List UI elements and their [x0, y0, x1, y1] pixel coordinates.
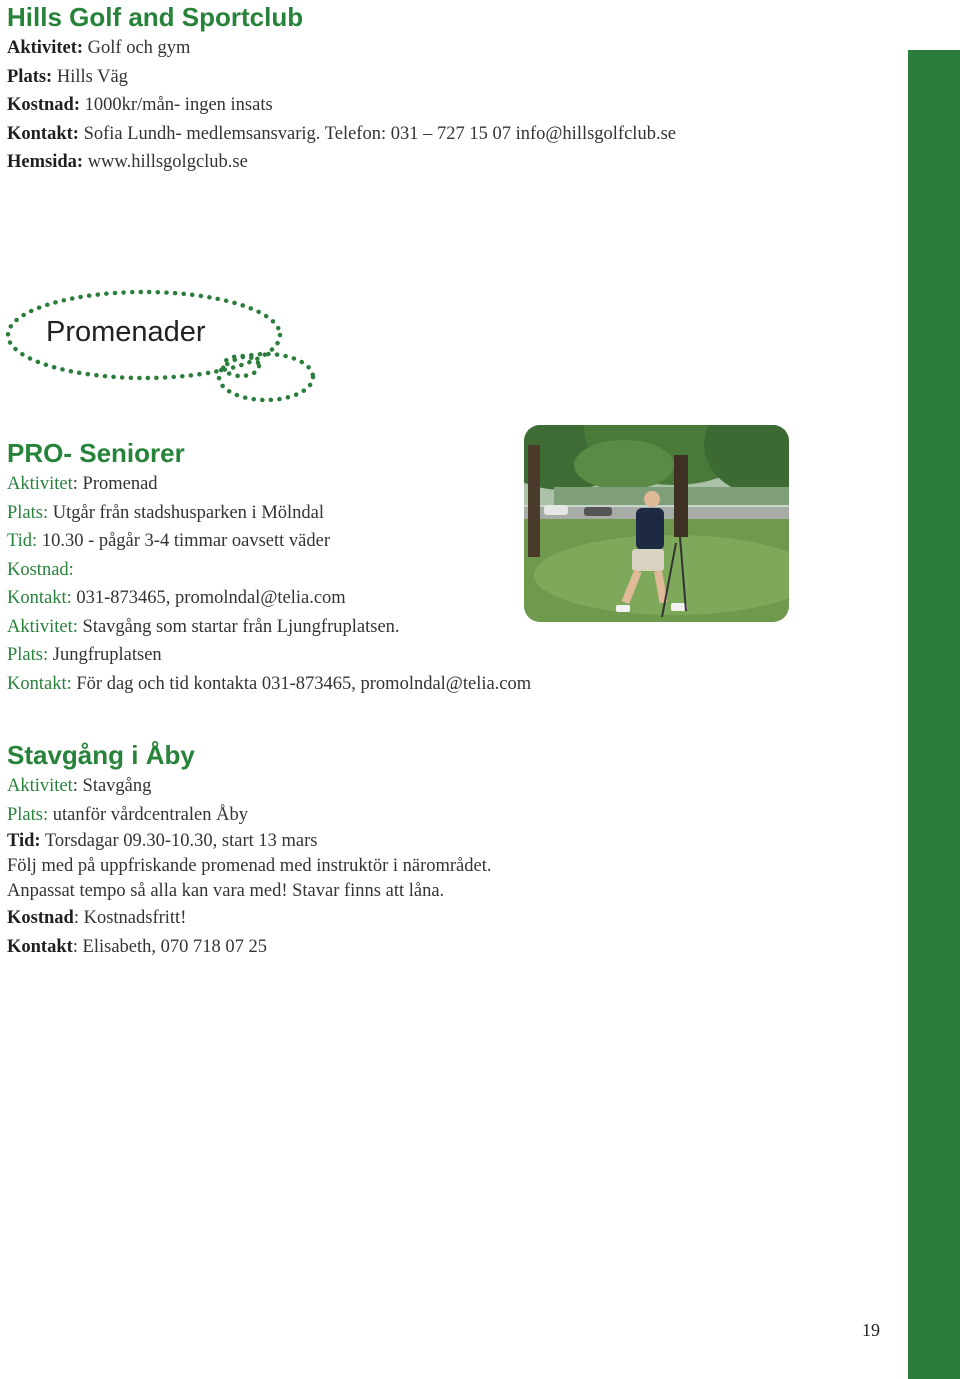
- pro-kontakt-2: Kontakt: För dag och tid kontakta 031-873465, promolndal@telia.com: [7, 673, 532, 694]
- page-number: 19: [862, 1320, 880, 1340]
- golf-kostnad: Kostnad: 1000kr/mån- ingen insats: [7, 95, 273, 115]
- golf-section: [7, 2, 676, 177]
- pro-section: [7, 438, 531, 698]
- stav-kontakt: Kontakt: Elisabeth, 070 718 07 25: [7, 936, 268, 957]
- golf-hemsida: Hemsida: www.hillsgolgclub.se: [7, 152, 248, 172]
- stav-tid: Tid: Torsdagar 09.30-10.30, start 13 mars: [7, 831, 318, 851]
- pro-kostnad: Kostnad:: [7, 559, 74, 580]
- pro-aktivitet: Aktivitet: Promenad: [7, 474, 158, 494]
- pro-title: PRO- Seniorer: [7, 438, 185, 468]
- stav-description-2: Anpassat tempo så alla kan vara med! Stavar finns att låna.: [7, 881, 445, 901]
- stav-aktivitet: Aktivitet: Stavgång: [7, 776, 152, 796]
- stav-plats: Plats: utanför vårdcentralen Åby: [7, 804, 248, 825]
- promenader-heading: Promenader: [46, 316, 206, 348]
- golf-kontakt: Kontakt: Sofia Lundh- medlemsansvarig. Telefon: 031 – 727 15 07 info@hillsgolfclub.se: [7, 123, 676, 144]
- pro-plats: Plats: Utgår från stadshusparken i Mölndal: [7, 502, 325, 523]
- golf-title: Hills Golf and Sportclub: [7, 2, 304, 32]
- stav-description-1: Följ med på uppfriskande promenad med instruktör i närområdet.: [7, 856, 492, 876]
- pro-kontakt: Kontakt: 031-873465, promolndal@telia.com: [7, 588, 346, 608]
- pro-plats-2: Plats: Jungfruplatsen: [7, 645, 162, 665]
- side-color-bar: [908, 50, 960, 1379]
- nordic-walking-photo: [524, 425, 789, 622]
- photo-illustration: [524, 425, 789, 622]
- stav-section: [7, 740, 491, 961]
- golf-aktivitet: Aktivitet: Golf och gym: [7, 38, 191, 58]
- stav-title: Stavgång i Åby: [7, 740, 195, 770]
- stav-kostnad: Kostnad: Kostnadsfritt!: [7, 908, 187, 928]
- golf-plats: Plats: Hills Väg: [7, 66, 128, 87]
- pro-tid: Tid: 10.30 - pågår 3-4 timmar oavsett väder: [7, 531, 331, 551]
- pro-aktivitet-2: Aktivitet: Stavgång som startar från Ljungfruplatsen.: [7, 616, 400, 637]
